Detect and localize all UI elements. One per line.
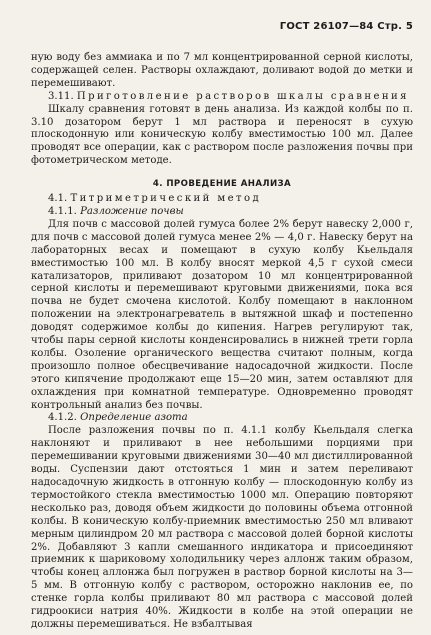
paragraph-continuation: ную воду без аммиака и по 7 мл концентрированной серной кислоты, содержащей селен. Растворы охлаждают, доливают водой до метки и перемешивают.: [31, 52, 413, 89]
section-heading: 4. ПРОВЕДЕНИЕ АНАЛИЗА: [152, 179, 292, 190]
page-header: ГОСТ 26107—84 Стр. 5: [279, 21, 413, 32]
clause-number: 3.11.: [48, 90, 74, 102]
clause-title: Определение азота: [80, 412, 188, 424]
clause-title: Титриметрический метод: [70, 193, 262, 205]
clause-4-1-1-heading: [31, 206, 413, 219]
clause-number: 4.1.1.: [48, 205, 77, 217]
paragraph-nitrogen-determination: После разложения почвы по п. 4.1.1 колбу Кьельдаля слегка наклоняют и приливают в нее небольшими порциями при перемешивании круговыми движениями 30—40 мл дистиллированной воды. Суспензии дают отстояться 1 мин и затем переливают надосадочную жидкость в отгонную колбу — плоскодонную колбу из термостойкого стекла вместимостью 1000 мл. Операцию повторяют несколько раз, доводя объем жидкости до половины объема отгонной колбы. В коническую колбу-приемник вместимостью 250 мл вливают мерным цилиндром 20 мл раствора с массовой долей борной кислоты 2%. Добавляют 3 капли смешанного индикатора и присоединяют приемник к шариковому холодильнику через аллонж таким образом, чтобы конец аллонжа был погружен в раствор борной кислоты на 3—5 мм. В отгонную колбу с раствором, осторожно наклонив ее, по стенке горла колбы приливают 80 мл раствора с массовой долей гидроокиси натрия 40%. Жидкости в колбе на этой операции не должны перемешиваться. Не взбалтывая: [31, 425, 413, 630]
paragraph-soil-decomposition: Для почв с массовой долей гумуса более 2% берут навеску 2,000 г, для почв с массовой долей гумуса менее 2% — 4,0 г. Навеску берут на лабораторных весах и помещают в сухую колбу Кьельдаля вместимостью 100 мл. В колбу вносят меркой 4,5 г сухой смеси катализаторов, приливают дозатором 10 мл концентрированной серной кислоты и перемешивают круговыми движениями, пока вся почва не будет смочена кислотой. Колбу помещают в наклонном положении на электронагреватель в вытяжной шкаф и постепенно доводят содержимое колбы до кипения. Нагрев регулируют так, чтобы пары серной кислоты конденсировались в нижней трети горла колбы. Озоление органического вещества считают полным, когда произошло полное обесцвечивание надосадочной жидкости. После этого кипячение продолжают еще 15—20 мин, затем оставляют для охлаждения при комнатной температуре. Одновременно проводят контрольный анализ без почвы.: [31, 218, 413, 411]
clause-4-1-heading: [31, 193, 413, 206]
clause-title: Приготовление растворов шкалы сравнения: [76, 90, 409, 102]
clause-number: 4.1.: [48, 193, 68, 205]
document-body: [31, 52, 413, 632]
clause-3-11-heading: [31, 91, 413, 104]
clause-number: 4.1.2.: [48, 412, 77, 424]
clause-4-1-2-heading: [31, 412, 413, 425]
paragraph-scale-preparation: Шкалу сравнения готовят в день анализа. Из каждой колбы по п. 3.10 дозатором берут 1 мл раствора и переносят в сухую плоскодонную или коническую колбу вместимостью 100 мл. Далее проводят все операции, как с раствором после разложения почвы при фотометрическом методе.: [31, 103, 413, 167]
clause-title: Разложение почвы: [80, 205, 184, 217]
